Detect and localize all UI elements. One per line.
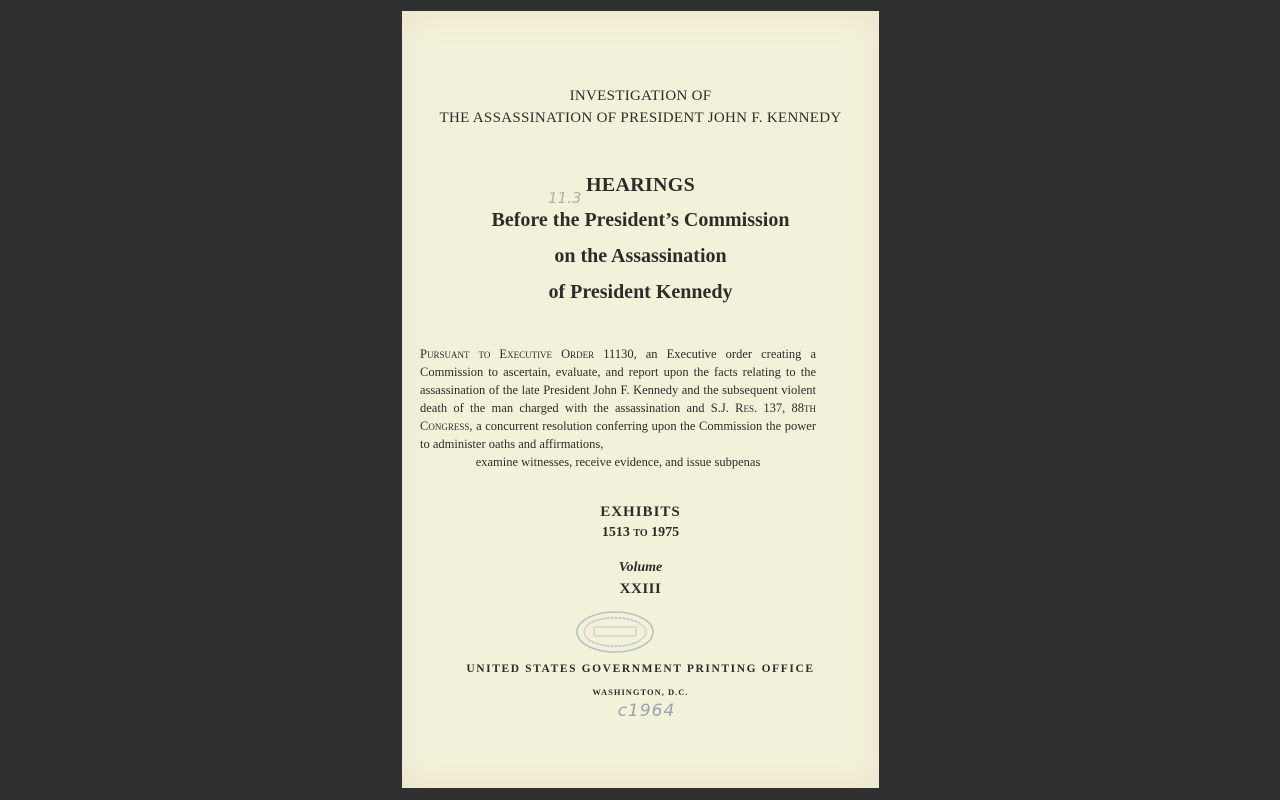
hearings-title: HEARINGS (585, 174, 696, 196)
exhibits-range: 1513 to 1975 (601, 525, 680, 540)
exhibits-label: EXHIBITS (600, 504, 681, 520)
publisher-name: UNITED STATES GOVERNMENT PRINTING OFFICE (466, 663, 815, 675)
library-stamp-icon (574, 609, 656, 655)
title-page (402, 11, 879, 788)
publisher-city: WASHINGTON, D.C. (592, 687, 689, 697)
authority-paragraph (420, 345, 816, 471)
title-line-1: Before the President’s Commission (491, 209, 790, 231)
header-line-1: INVESTIGATION OF (569, 88, 712, 104)
header-line-2: THE ASSASSINATION OF PRESIDENT JOHN F. KENNEDY (439, 110, 842, 126)
title-line-3: of President Kennedy (548, 281, 733, 303)
para-text-3: a concurrent resolution conferring upon the Commission the power to administer oaths and affirmations, (420, 419, 816, 451)
para-text-1: 11130, an Executive order creating a Commission to ascertain, evaluate, and report upon the facts relating to the assassination of the late President John F. Kennedy and the subsequent violent death of the man charged with the assassination and S.J. (420, 347, 816, 415)
handwritten-year: c1964 (617, 701, 676, 721)
para-last-line: examine witnesses, receive evidence, and issue subpenas (475, 455, 761, 469)
title-line-2: on the Assassination (554, 245, 727, 267)
pencil-annotation: 11.3 (548, 189, 582, 207)
para-smallcaps-2: Res. (735, 401, 758, 415)
para-text-2: 137, (757, 401, 792, 415)
volume-label: Volume (618, 560, 663, 575)
volume-number: XXIII (619, 581, 662, 597)
para-smallcaps-1: Pursuant to Executive Order (420, 347, 595, 361)
para-smallcaps-3: 88th Congress, (420, 401, 817, 433)
